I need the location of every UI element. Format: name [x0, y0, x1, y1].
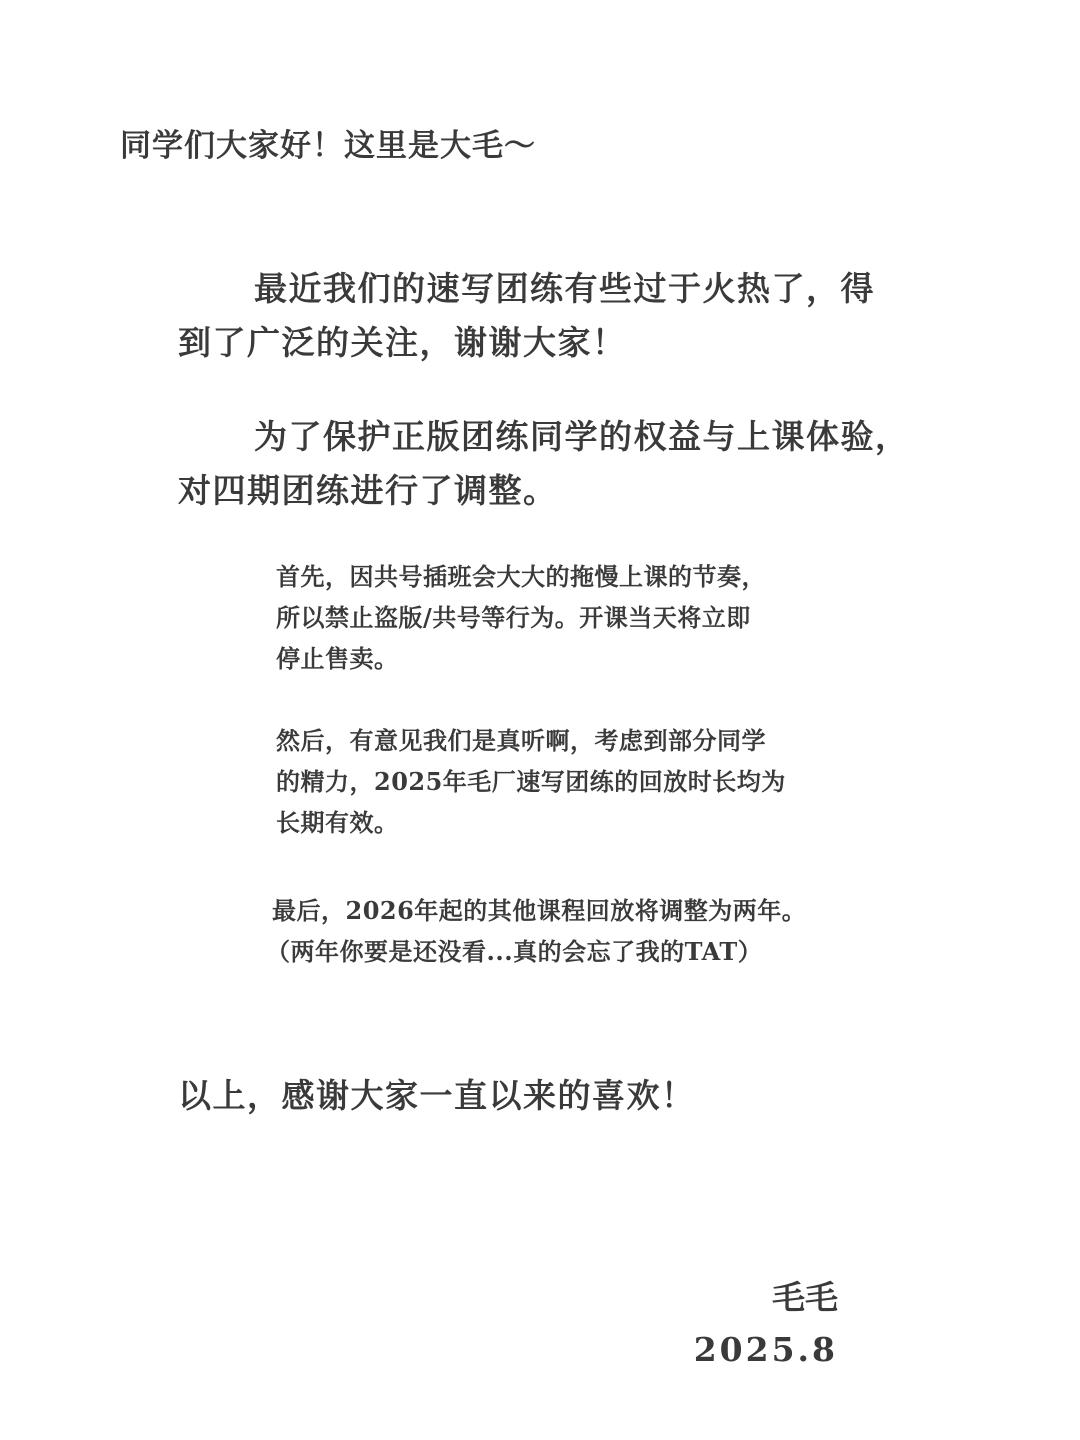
paragraph-line: 对四期团练进行了调整。	[178, 471, 558, 510]
paragraph-line: 为了保护正版团练同学的权益与上课体验，	[254, 417, 910, 456]
point-line: （两年你要是还没看...真的会忘了我的TAT）	[266, 937, 763, 966]
point-line: 停止售卖。	[276, 644, 399, 673]
point-first	[276, 556, 836, 679]
signature-name: 毛毛	[772, 1278, 838, 1317]
point-line: 最后，2026年起的其他课程回放将调整为两年。	[272, 896, 807, 925]
point-line: 所以禁止盗版/共号等行为。开课当天将立即	[276, 603, 751, 632]
paragraph-line: 到了广泛的关注，谢谢大家！	[178, 323, 627, 362]
paragraph-adjustment	[178, 410, 918, 518]
point-then	[276, 720, 836, 843]
signature-date: 2025.8	[693, 1330, 838, 1369]
point-line: 然后，有意见我们是真听啊，考虑到部分同学	[276, 726, 766, 755]
signature-block	[694, 1272, 838, 1376]
point-line: 的精力，2025年毛厂速写团练的回放时长均为	[276, 767, 786, 796]
paragraph-line: 最近我们的速写团练有些过于火热了，得	[254, 269, 875, 308]
closing-text: 以上，感谢大家一直以来的喜欢！	[178, 1076, 696, 1115]
point-line: 长期有效。	[276, 808, 399, 837]
point-finally	[266, 890, 826, 972]
point-line: 首先，因共号插班会大大的拖慢上课的节奏，	[276, 562, 766, 591]
paragraph-popularity	[178, 262, 918, 370]
greeting-text: 同学们大家好！这里是大毛～	[120, 128, 536, 164]
